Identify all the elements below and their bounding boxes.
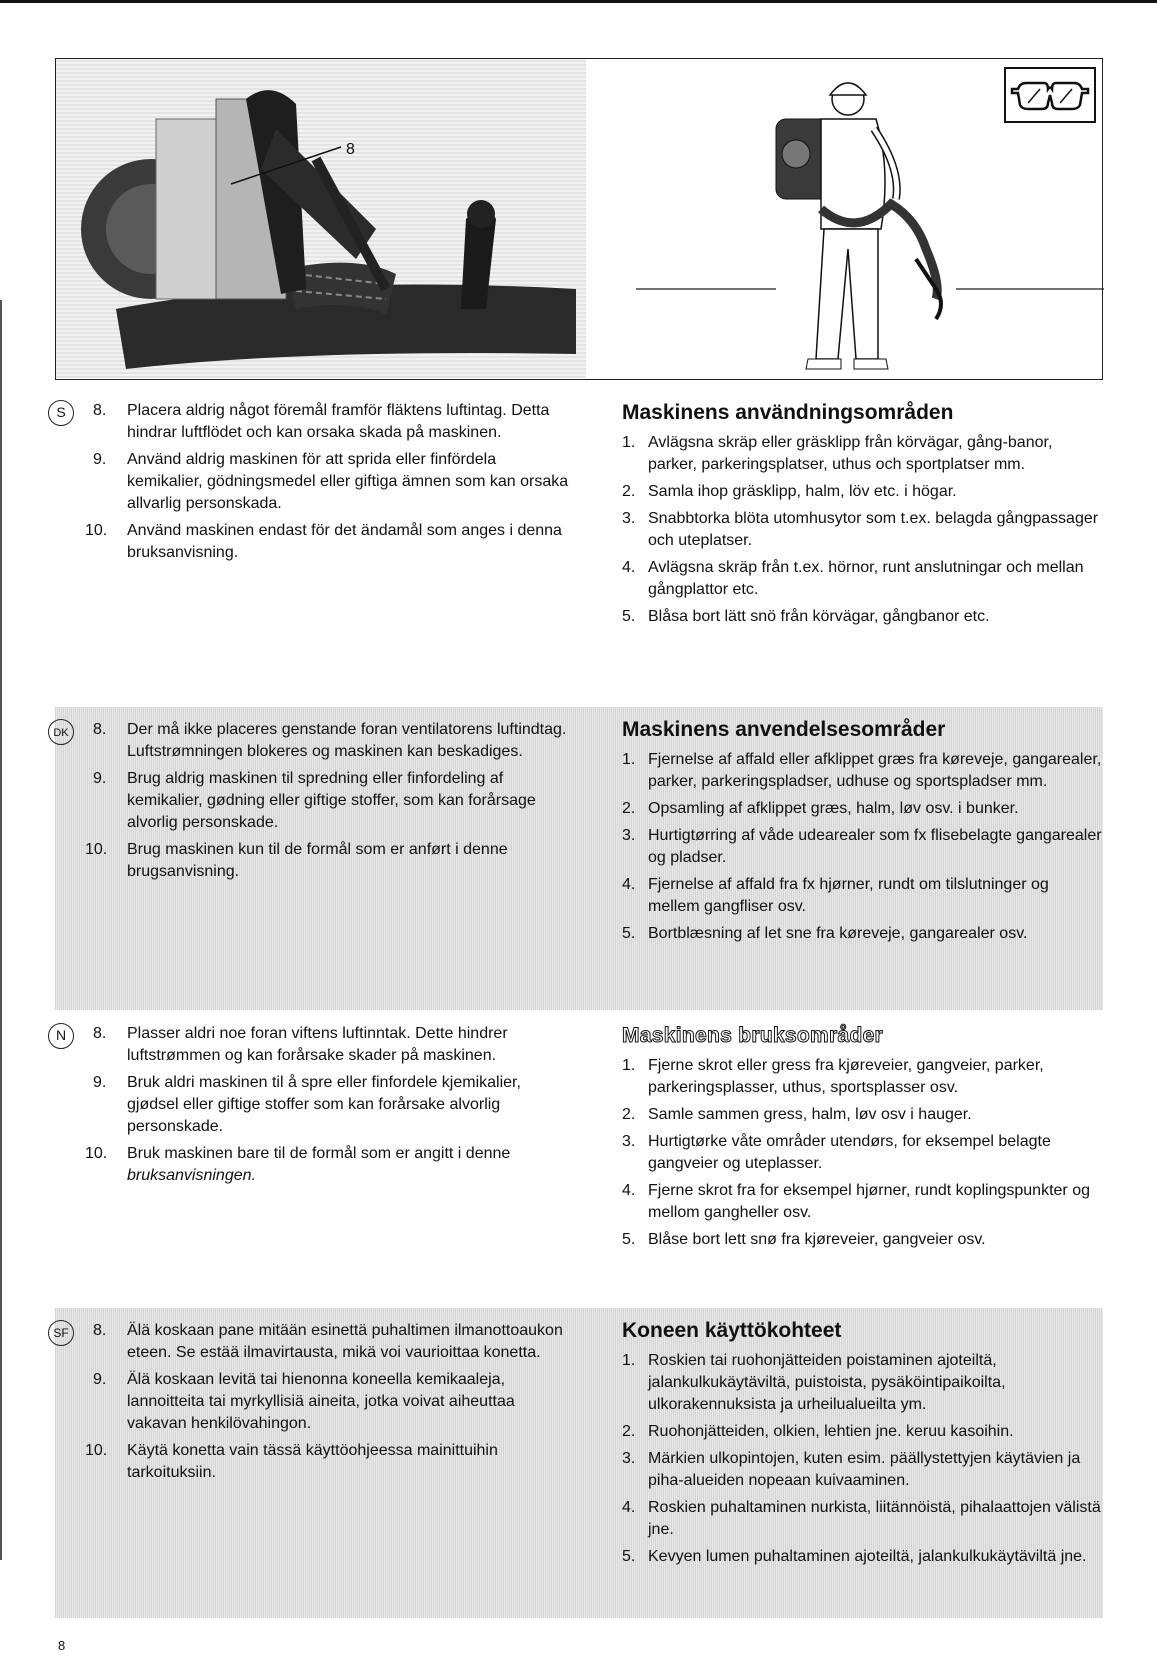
safety-list-swedish: [55, 400, 575, 569]
use-item: 1. Roskien tai ruohonjätteiden poistaminen ajoteiltä, jalankulkukäytäviltä, puistoista, pysäköintipaikoilta, ulkorakennuksista ja urheilualueilta ym.: [622, 1352, 1006, 1413]
safety-item: 10. Brug maskinen kun til de formål som er anført i denne brugsanvisning.: [85, 841, 508, 880]
blower-photo: [56, 59, 586, 378]
use-item: 5. Bortblæsning af let sne fra køreveje, gangarealer osv.: [622, 925, 1028, 942]
uses-list-finnish: [622, 1318, 1102, 1573]
safety-item: 9. Brug aldrig maskinen til spredning eller finfordeling af kemikalier, gødning eller giftige stoffer, som kan forårsage alvorlig personskade.: [93, 770, 536, 831]
section-heading: Maskinens användningsområden: [622, 401, 954, 424]
use-item: 2. Samle sammen gress, halm, løv osv i hauger.: [622, 1106, 972, 1123]
section-norwegian: [55, 1023, 1103, 1273]
use-item: 5. Kevyen lumen puhaltaminen ajoteiltä, jalankulkukäytäviltä jne.: [622, 1548, 1087, 1565]
use-item: 2. Opsamling af afklippet græs, halm, løv osv. i bunker.: [622, 800, 1019, 817]
safety-item: 10. Bruk maskinen bare til de formål som er angitt i denne bruksanvisningen.: [85, 1145, 511, 1184]
section-heading: Maskinens bruksområder: [622, 1024, 884, 1047]
use-item: 5. Blåsa bort lätt snö från körvägar, gångbanor etc.: [622, 608, 990, 625]
operator-drawing: [616, 59, 1104, 378]
safety-list-finnish: [55, 1320, 575, 1489]
callout-label: 8: [346, 141, 355, 158]
safety-item: 9. Bruk aldri maskinen til å spre eller finfordele kjemikalier, gjødsel eller giftige stoffer som kan forårsake alvorlig personskade.: [93, 1074, 521, 1135]
safety-item: 9. Använd aldrig maskinen för att sprida eller finfördela kemikalier, gödningsmedel eller giftiga ämnen som kan orsaka allvarlig personskada.: [93, 451, 569, 512]
use-item: 2. Ruohonjätteiden, olkien, lehtien jne. keruu kasoihin.: [622, 1423, 1014, 1440]
illustration-panel: [55, 58, 1103, 380]
use-item: 5. Blåse bort lett snø fra kjøreveier, gangveier osv.: [622, 1231, 986, 1248]
use-item: 2. Samla ihop gräsklipp, halm, löv etc. i högar.: [622, 483, 957, 500]
use-item: 1. Fjernelse af affald eller afklippet græs fra køreveje, gangarealer, parker, parkeringspladser, udhuse og sportspladser mm.: [622, 751, 1102, 790]
safety-item: 8. Älä koskaan pane mitään esinettä puhaltimen ilmanottoaukon eteen. Se estää ilmavirtausta, mikä voi vaurioittaa konetta.: [93, 1322, 563, 1361]
page-number: 8: [58, 1638, 66, 1653]
use-item: 3. Snabbtorka blöta utomhusytor som t.ex. belagda gångpassager och uteplatser.: [622, 510, 1099, 549]
safety-item: 10. Använd maskinen endast för det ändamål som anges i denna bruksanvisning.: [85, 522, 562, 561]
uses-list-danish: [622, 717, 1102, 950]
language-badge-dk: DK: [48, 719, 74, 745]
use-item: 4. Roskien puhaltaminen nurkista, liitännöistä, pihalaattojen välistä jne.: [622, 1499, 1101, 1538]
use-item: 3. Hurtigtørke våte områder utendørs, for eksempel belagte gangveier og uteplasser.: [622, 1133, 1051, 1172]
use-item: 1. Fjerne skrot eller gress fra kjøreveier, gangveier, parker, parkeringsplasser, uthus, sportsplasser osv.: [622, 1057, 1044, 1096]
backpack-blower-image: [56, 59, 586, 378]
language-badge-n: N: [48, 1023, 74, 1049]
section-swedish: [55, 400, 1103, 650]
section-danish: [55, 707, 1103, 1010]
uses-list-norwegian: [622, 1023, 1102, 1256]
section-heading: Koneen käyttökohteet: [622, 1319, 842, 1342]
safety-item: 8. Placera aldrig något föremål framför fläktens luftintag. Detta hindrar luftflödet och kan orsaka skada på maskinen.: [93, 402, 550, 441]
safety-item: 10. Käytä konetta vain tässä käyttöohjeessa mainittuihin tarkoituksiin.: [85, 1442, 498, 1481]
top-rule: [0, 0, 1157, 3]
safety-item: 9. Älä koskaan levitä tai hienonna koneella kemikaaleja, lannoitteita tai myrkyllisiä aineita, jotka voivat aiheuttaa vakavan henkilövahingon.: [93, 1371, 515, 1432]
safety-list-danish: [55, 719, 575, 888]
uses-list-swedish: [622, 400, 1102, 633]
language-badge-sf: SF: [48, 1320, 74, 1346]
use-item: 1. Avlägsna skräp eller gräsklipp från körvägar, gång-banor, parker, parkeringsplatser, uthus och sportplatser mm.: [622, 434, 1053, 473]
use-item: 3. Märkien ulkopintojen, kuten esim. päällystettyjen käytävien ja piha-alueiden nopeaan kuivaaminen.: [622, 1450, 1081, 1489]
safety-glasses-symbol: [1004, 67, 1096, 123]
section-heading: Maskinens anvendelsesområder: [622, 718, 946, 741]
use-item: 4. Fjerne skrot fra for eksempel hjørner, rundt koplingspunkter og mellom gangheller osv.: [622, 1182, 1090, 1221]
language-badge-s: S: [48, 400, 74, 426]
eye-protection-icon: [1006, 69, 1094, 121]
use-item: 3. Hurtigtørring af våde udearealer som fx flisebelagte gangarealer og pladser.: [622, 827, 1102, 866]
safety-list-norwegian: [55, 1023, 575, 1192]
safety-item: 8. Plasser aldri noe foran viftens luftinntak. Dette hindrer luftstrømmen og kan forårsake skader på maskinen.: [93, 1025, 508, 1064]
use-item: 4. Avlägsna skräp från t.ex. hörnor, runt anslutningar och mellan gångplattor etc.: [622, 559, 1084, 598]
page-edge-line: [0, 300, 2, 1560]
use-item: 4. Fjernelse af affald fra fx hjørner, rundt om tilslutninger og mellem gangfliser osv.: [622, 876, 1049, 915]
section-finnish: [55, 1308, 1103, 1618]
safety-item: 8. Der må ikke placeres genstande foran ventilatorens luftindtag. Luftstrømningen blokeres og maskinen kan beskadiges.: [93, 721, 567, 760]
